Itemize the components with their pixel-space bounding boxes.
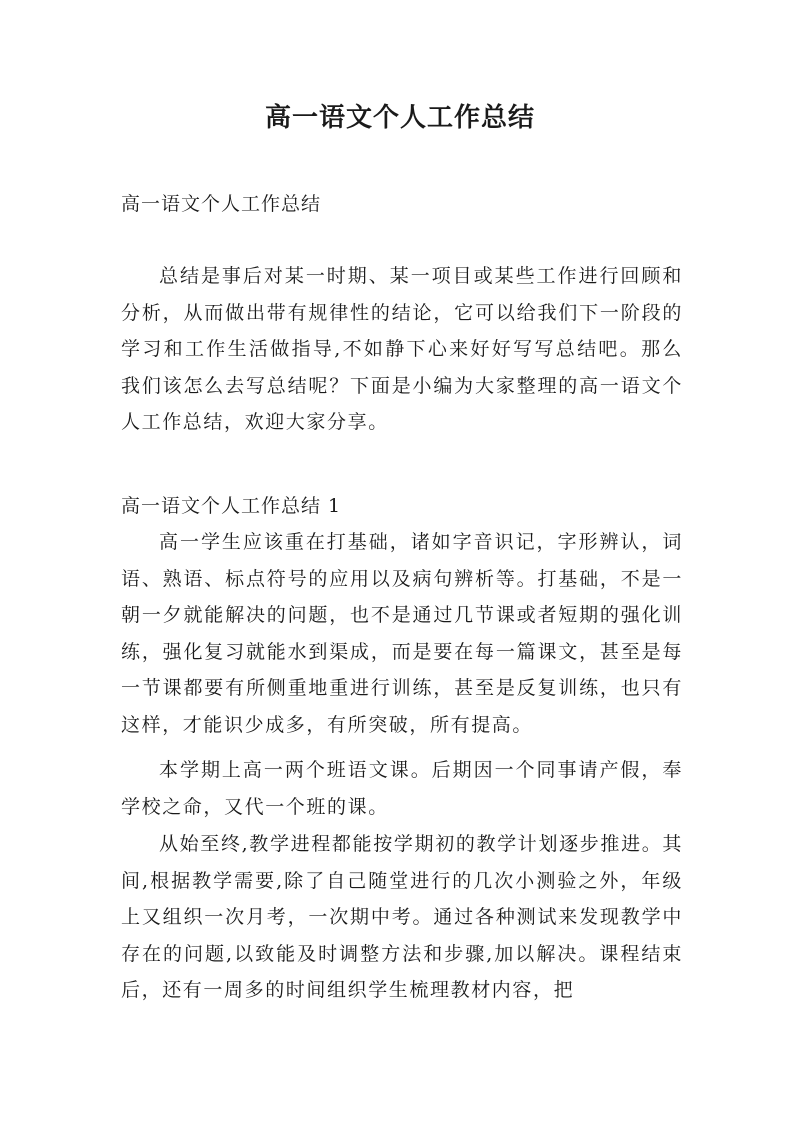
body-paragraph: 从始至终,教学进程都能按学期初的教学计划逐步推进。其间,根据教学需要,除了自己随堂进行的几次小测验之外，年级上又组织一次月考，一次期中考。通过各种测试来发现教学中存在的问题,以致能及时调整方法和步骤,加以解决。课程结束后，还有一周多的时间组织学生梳理教材内容，把: [121, 833, 683, 1001]
document-subtitle: 高一语文个人工作总结: [121, 193, 322, 215]
intro-paragraph: 总结是事后对某一时期、某一项目或某些工作进行回顾和分析，从而做出带有规律性的结论，它可以给我们下一阶段的学习和工作生活做指导,不如静下心来好好写写总结吧。那么我们该怎么去写总结呢？下面是小编为大家整理的高一语文个人工作总结，欢迎大家分享。: [121, 265, 683, 433]
document-title: 高一语文个人工作总结: [264, 103, 535, 133]
body-paragraph: 本学期上高一两个班语文课。后期因一个同事请产假，奉学校之命，又代一个班的课。: [121, 759, 683, 818]
body-paragraph: 高一学生应该重在打基础，诸如字音识记，字形辨认，词语、熟语、标点符号的应用以及病句辨析等。打基础，不是一朝一夕就能解决的问题，也不是通过几节课或者短期的强化训练，强化复习就能水到渠成，而是要在每一篇课文，甚至是每一节课都要有所侧重地重进行训练，甚至是反复训练，也只有这样，才能识少成多，有所突破，所有提高。: [121, 531, 683, 736]
section-heading: 高一语文个人工作总结 1: [121, 495, 342, 517]
